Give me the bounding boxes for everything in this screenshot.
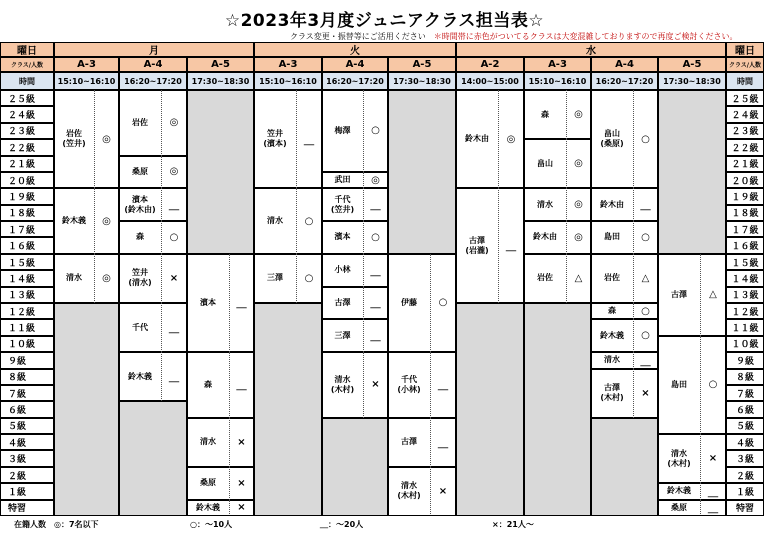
level-label: １２級 [8,307,36,318]
instructor-name: 森 [136,232,144,242]
note-text: クラス変更・振替等にご活用ください [290,32,426,41]
instructor-name: 古澤 [334,297,351,307]
enrollment-mark: △ [709,289,717,301]
level-label: ４級 [8,438,27,449]
class-code: A-3 [254,57,322,72]
enrollment-mark: ＿ [370,299,381,311]
level-label-right: １６級 [731,242,759,253]
level-label: １３級 [8,291,36,302]
instructor-name: 岩佐 [537,273,553,283]
enrollment-mark: × [438,485,448,497]
instructor-name: 清水 [66,273,82,283]
enrollment-mark: ◎ [574,109,583,121]
instructor-name: 清水 [604,355,620,365]
level-label: ９級 [8,356,27,367]
class-header-label: クラス/人数 [0,57,54,72]
level-label: １５級 [8,258,36,269]
level-label-right: ２級 [735,471,754,482]
level-label: ２３級 [8,127,36,138]
level-label-right: ３級 [735,455,754,466]
enrollment-mark: ○ [641,231,650,243]
instructor-name: 畠山 (桑原) [600,129,624,149]
level-label: ６級 [8,405,27,416]
level-label: １６級 [8,242,36,253]
enrollment-mark: △ [641,272,650,284]
instructor-name: 笠井 (清水) [128,268,152,288]
instructor-name: 小林 [334,265,351,275]
level-label-right: ７級 [735,389,754,400]
instructor-name: 濱本 [334,232,351,242]
level-label-right: ２２級 [731,143,759,154]
level-label-right: １級 [735,487,754,498]
class-time: 17:30~18:30 [388,72,456,90]
enrollment-mark: ◎ [574,158,583,170]
instructor-name: 鈴木由 [600,199,624,209]
day-header-label: 曜日 [0,42,54,57]
enrollment-mark: × [237,502,246,514]
instructor-name: 鈴木義 [667,486,691,496]
enrollment-mark: ＿ [370,332,381,344]
level-label: １０級 [8,340,36,351]
enrollment-mark: × [641,387,650,399]
enrollment-mark: ◎ [102,133,111,145]
class-header-label-right: クラス/人数 [726,57,764,72]
instructor-name: 岩佐 (笠井) [62,129,86,149]
level-label: ２４級 [8,111,36,122]
enrollment-mark: × [371,379,380,391]
level-label: ３級 [8,455,27,466]
level-label: １７級 [8,225,36,236]
enrollment-mark: ○ [641,305,650,317]
level-label-right: １９級 [731,192,759,203]
level-label-right: ９級 [735,356,754,367]
instructor-name: 森 [608,306,616,316]
enrollment-mark: △ [574,272,583,284]
enrollment-mark: ＿ [708,487,718,499]
instructor-name: 千代 (笠井) [330,194,355,214]
level-label-right: １０級 [731,340,759,351]
level-label: ７級 [8,389,27,400]
level-label-right: １７級 [731,225,759,236]
instructor-name: 千代 [132,322,148,332]
time-header-label-right: 時間 [726,72,764,90]
level-label: 特習 [8,504,27,515]
instructor-name: 清水 [200,437,216,447]
enrollment-mark: ○ [169,231,179,243]
instructor-name: 森 [541,109,549,119]
level-label-right: １１級 [731,324,759,335]
enrollment-mark: ◎ [371,174,380,186]
instructor-name: 千代 (小林) [397,374,421,394]
class-time: 15:10~16:10 [54,72,119,90]
class-code: A-2 [456,57,524,72]
enrollment-mark: ＿ [506,242,516,254]
instructor-name: 濱本 (鈴木由) [124,194,156,214]
class-time: 16:20~17:20 [591,72,658,90]
enrollment-mark: ○ [438,297,448,309]
instructor-name: 鈴木義 [196,502,220,512]
level-label-right: １３級 [731,291,759,302]
enrollment-mark: ＿ [169,373,179,385]
legend-item: ○：～10人 [190,520,233,529]
enrollment-mark: ○ [708,379,718,391]
level-label: １８級 [8,209,36,220]
instructor-name: 清水 (木村) [330,374,355,394]
instructor-name: 三澤 [267,273,283,283]
enrollment-mark: ○ [304,272,314,284]
instructor-name: 鈴木由 [533,232,557,242]
class-code: A-5 [388,57,456,72]
instructor-name: 笠井 (濱本) [263,129,287,149]
level-label: ２０級 [8,176,36,187]
level-label-right: ２４級 [731,111,759,122]
enrollment-mark: ＿ [370,266,381,278]
class-code: A-4 [322,57,388,72]
enrollment-mark: ◎ [169,117,179,129]
enrollment-mark: ＿ [236,299,247,311]
enrollment-mark: ◎ [574,231,583,243]
level-label-right: １５級 [731,258,759,269]
instructor-name: 鈴木由 [465,134,489,144]
level-label-right: １４級 [731,274,759,285]
enrollment-mark: ＿ [370,201,381,213]
level-label: １９級 [8,192,36,203]
enrollment-mark: ○ [304,215,314,227]
level-label-right: ２５級 [731,94,759,105]
enrollment-mark: ＿ [236,381,247,393]
legend-item: ＿：～20人 [320,520,364,529]
class-code: A-4 [119,57,187,72]
instructor-name: 鈴木義 [128,371,152,381]
enrollment-mark: × [169,272,179,284]
level-label-right: ８級 [735,373,754,384]
instructor-name: 古澤 [401,437,417,447]
enrollment-mark: ＿ [438,381,448,393]
instructor-name: 清水 [267,216,283,226]
enrollment-mark: × [708,453,718,465]
instructor-name: 桑原 [132,166,148,176]
instructor-name: 森 [204,379,212,389]
instructor-name: 岩佐 [132,117,148,127]
level-label-right: ５級 [735,422,754,433]
enrollment-mark: ◎ [102,272,111,284]
enrollment-mark: ◎ [506,133,516,145]
instructor-name: 岩佐 [604,273,620,283]
instructor-name: 三澤 [334,330,351,340]
level-label: ２５級 [8,94,36,105]
day-header: 水 [456,42,726,57]
level-label-right: ２３級 [731,127,759,138]
enrollment-mark: ○ [371,231,380,243]
level-label: ２級 [8,471,27,482]
enrollment-mark: ＿ [640,201,651,213]
enrollment-mark: ＿ [438,438,448,450]
level-label: １級 [8,487,27,498]
instructor-name: 鈴木義 [62,216,86,226]
enrollment-mark: ◎ [574,199,583,211]
instructor-name: 古澤 [671,289,687,299]
class-code: A-3 [524,57,591,72]
time-header-label: 時間 [0,72,54,90]
day-header-label-right: 曜日 [726,42,764,57]
class-time: 15:10~16:10 [254,72,322,90]
enrollment-mark: ◎ [102,215,111,227]
instructor-name: 島田 [671,379,687,389]
level-label-right: １８級 [731,209,759,220]
enrollment-mark: ○ [371,125,380,137]
legend [0,517,769,533]
day-header: 月 [54,42,254,57]
level-label: ８級 [8,373,27,384]
level-label: ２１級 [8,160,36,171]
enrollment-mark: ○ [641,330,650,342]
instructor-name: 畠山 [537,158,553,168]
instructor-name: 桑原 [671,502,687,512]
level-label-right: ２１級 [731,160,759,171]
page-title: ☆2023年3月度ジュニアクラス担当表☆ [224,11,545,31]
class-time: 17:30~18:30 [658,72,726,90]
level-label: ２２級 [8,143,36,154]
instructor-name: 鈴木義 [600,330,624,340]
class-code: A-4 [591,57,658,72]
class-code: A-3 [54,57,119,72]
enrollment-mark: × [237,477,246,489]
instructor-name: 武田 [334,175,351,185]
day-header: 火 [254,42,456,57]
level-label: １１級 [8,324,36,335]
instructor-name: 伊藤 [401,297,417,307]
instructor-name: 島田 [604,232,620,242]
level-label-right: １２級 [731,307,759,318]
instructor-name: 清水 (木村) [667,448,691,468]
table-frame [0,42,764,516]
instructor-name: 古澤 (木村) [600,383,624,403]
class-time: 16:20~17:20 [322,72,388,90]
instructor-name: 古澤 (岩瀧) [465,235,489,255]
enrollment-mark: ＿ [708,504,718,516]
class-code: A-5 [187,57,254,72]
enrollment-mark: ＿ [169,201,179,213]
instructor-name: 濱本 [200,297,216,307]
enrollment-mark: ◎ [169,166,179,178]
class-time: 15:10~16:10 [524,72,591,90]
level-label-right: ４級 [735,438,754,449]
enrollment-mark: × [237,436,246,448]
class-time: 16:20~17:20 [119,72,187,90]
enrollment-mark: ＿ [304,135,314,147]
enrollment-mark: ＿ [169,324,179,336]
level-label-right: ６級 [735,405,754,416]
enrollment-mark: ＿ [640,356,651,368]
legend-item: ×：21人～ [492,520,534,529]
instructor-name: 清水 (木村) [397,481,421,501]
class-time: 17:30~18:30 [187,72,254,90]
level-label: ５級 [8,422,27,433]
legend-label: 在籍人数 [14,520,46,529]
instructor-name: 清水 [537,199,553,209]
legend-item: ◎：7名以下 [54,520,99,529]
instructor-name: 桑原 [200,478,216,488]
class-time: 14:00~15:00 [456,72,524,90]
level-label-right: 特習 [735,504,754,515]
level-label: １４級 [8,274,36,285]
instructor-name: 梅澤 [334,125,351,135]
enrollment-mark: ○ [641,133,650,145]
crowded-warning: ＊時間帯に赤色がついてるクラスは大変混雑しておりますので再度ご検討ください。 [433,32,738,41]
class-code: A-5 [658,57,726,72]
level-label-right: ２０級 [731,176,759,187]
